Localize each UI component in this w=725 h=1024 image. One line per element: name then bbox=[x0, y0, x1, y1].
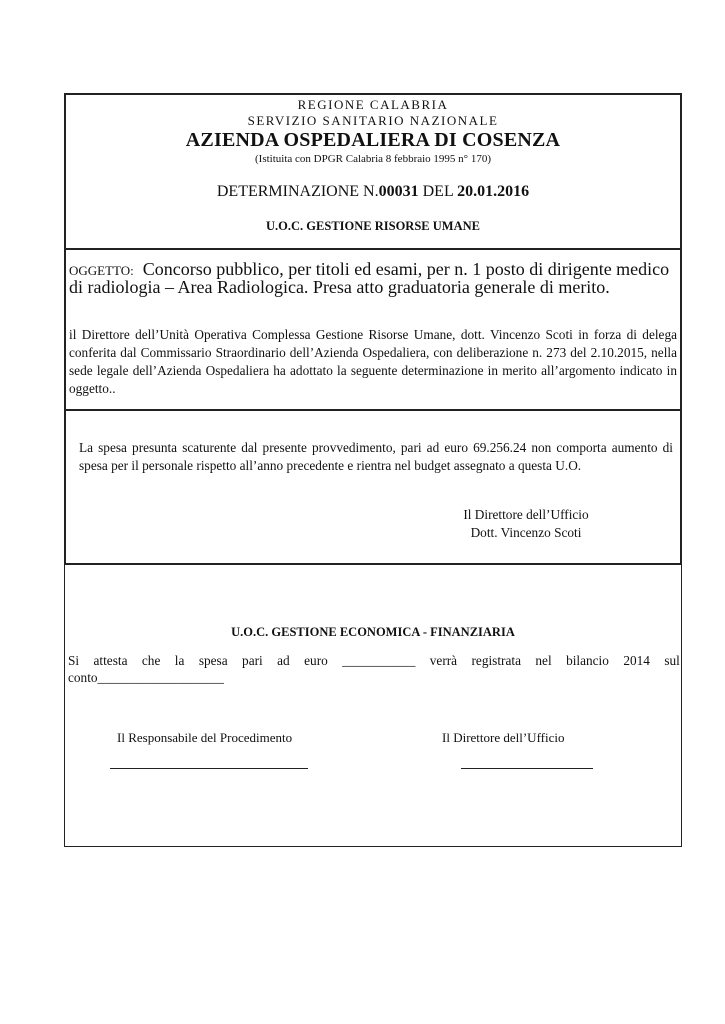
attesta-word: la bbox=[174, 653, 185, 668]
responsabile-label: Il Responsabile del Procedimento bbox=[117, 730, 293, 745]
firma-ruolo: Il Direttore dell’Ufficio bbox=[463, 507, 589, 522]
istituita-note: (Istituita con DPGR Calabria 8 febbraio 1995 n° 170) bbox=[255, 153, 491, 165]
attesta-word: sul bbox=[664, 653, 680, 668]
economica-title: U.O.C. GESTIONE ECONOMICA - FINANZIARIA bbox=[231, 625, 515, 639]
attesta-word: attesta bbox=[93, 653, 128, 668]
delega-paragraph: il Direttore dell’Unità Operativa Complessa Gestione Risorse Umane, dott. Vincenzo Scoti in forza di delega conferita dal Commissario Straordinario dell’Azienda Ospedaliera, con deliberazione n. 273 del 2.10.2015, nella sede legale dell’Azienda Ospedaliera ha adottato la seguente determinazione in merito all’argomento indicato in oggetto.. bbox=[69, 327, 677, 396]
spesa-paragraph: La spesa presunta scaturente dal presente provvedimento, pari ad euro 69.256.24 non comporta aumento di spesa per il personale rispetto all’anno precedente e rientra nel budget assegnato a questa U.O. bbox=[79, 440, 673, 473]
attesta-word: 2014 bbox=[623, 653, 650, 668]
det-date: 20.01.2016 bbox=[457, 183, 530, 200]
economica-section bbox=[64, 563, 682, 847]
oggetto-paragraph bbox=[69, 261, 679, 295]
oggetto-text: Concorso pubblico, per titoli ed esami, per n. 1 posto di dirigente medico di radiologia – Area Radiologica. Presa atto graduatoria generale di merito. bbox=[69, 259, 670, 297]
euro-blank: ___________ bbox=[342, 653, 416, 668]
attesta-word: nel bbox=[535, 653, 552, 668]
azienda-title: AZIENDA OSPEDALIERA DI COSENZA bbox=[185, 129, 561, 151]
attesta-word: Si bbox=[68, 653, 80, 668]
attesta-word: bilancio bbox=[566, 653, 609, 668]
oggetto-section bbox=[64, 248, 682, 411]
header-section bbox=[64, 93, 682, 250]
direttore-label: Il Direttore dell’Ufficio bbox=[442, 730, 565, 745]
oggetto-label: OGGETTO: bbox=[69, 263, 134, 278]
document-frame bbox=[64, 93, 682, 847]
spesa-section bbox=[64, 409, 682, 565]
regione-label: REGIONE CALABRIA bbox=[297, 97, 449, 112]
attesta-word: pari bbox=[242, 653, 263, 668]
servizio-label: SERVIZIO SANITARIO NAZIONALE bbox=[247, 113, 499, 128]
direttore-signature-line bbox=[461, 768, 593, 769]
uoc-title: U.O.C. GESTIONE RISORSE UMANE bbox=[266, 219, 480, 233]
responsabile-signature-line bbox=[110, 768, 308, 769]
det-number: 00031 bbox=[378, 183, 419, 200]
conto-line: conto___________________ bbox=[68, 670, 224, 685]
attesta-word: verrà bbox=[429, 653, 458, 668]
attesta-word: registrata bbox=[471, 653, 521, 668]
firma-nome: Dott. Vincenzo Scoti bbox=[470, 525, 582, 540]
attesta-word: euro bbox=[304, 653, 328, 668]
det-del: DEL bbox=[418, 183, 458, 200]
determinazione-line bbox=[66, 183, 680, 201]
attesta-line bbox=[68, 653, 680, 669]
attesta-word: ad bbox=[277, 653, 290, 668]
attesta-word: spesa bbox=[198, 653, 228, 668]
det-prefix: DETERMINAZIONE N. bbox=[216, 183, 379, 200]
attesta-word: che bbox=[141, 653, 161, 668]
